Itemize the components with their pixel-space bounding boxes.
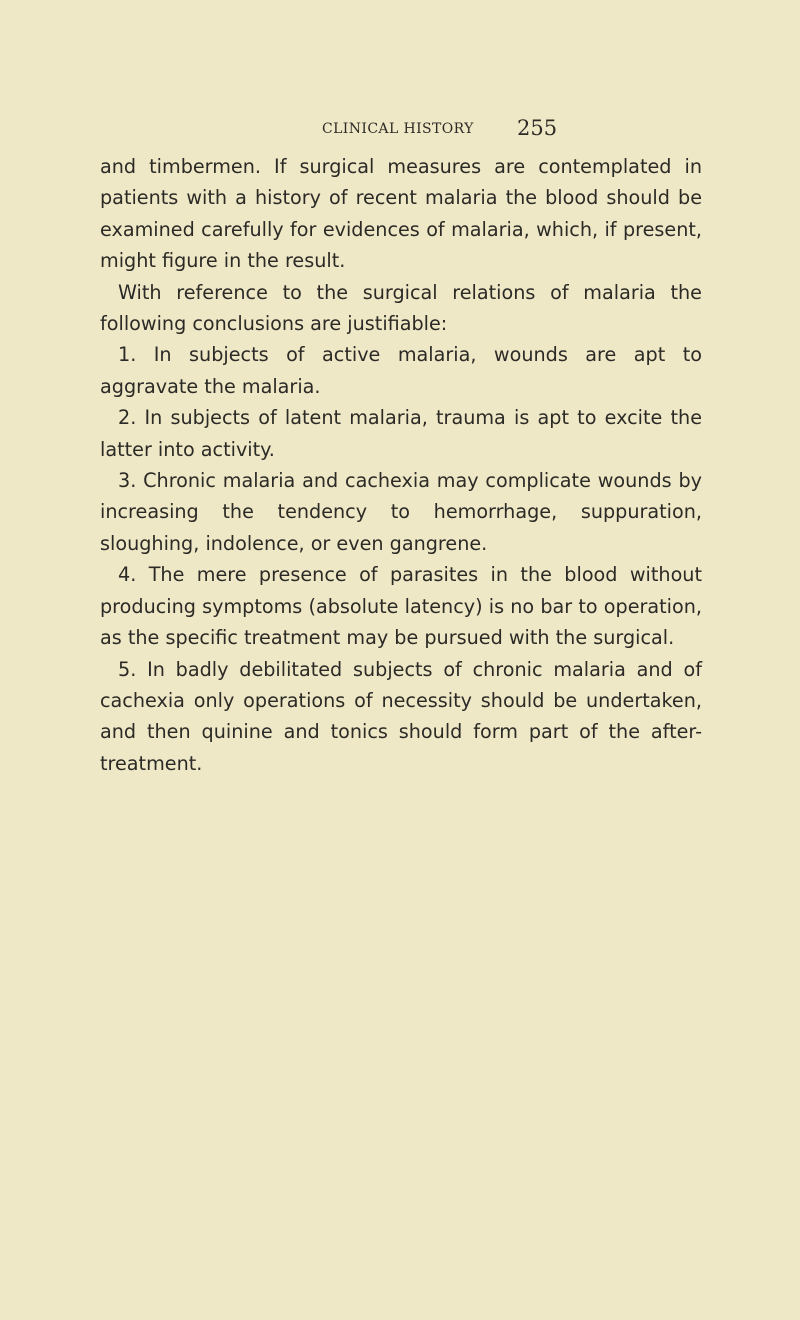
list-item-5: 5. In badly debilitated subjects of chronic malaria and of cachexia only operations of necessity should be undertaken, and then quinine and tonics should form part of the after-treatment. xyxy=(100,657,702,775)
running-head xyxy=(0,116,800,148)
list-item-4: 4. The mere presence of parasites in the blood without producing symptoms (absolute latency) is no bar to operation, as the specific treatment may be pursued with the surgical. xyxy=(100,563,702,650)
list-item-1: 1. In subjects of active malaria, wounds are apt to aggravate the malaria. xyxy=(100,343,702,398)
page-number: 255 xyxy=(517,116,558,140)
list-item-2: 2. In subjects of latent malaria, trauma is apt to excite the latter into activity. xyxy=(100,406,702,461)
paragraph-continuation: and timbermen. If surgical measures are contemplated in patients with a history of recent malaria the blood should be examined carefully for evidences of malaria, which, if present, might figure in the result. xyxy=(100,155,702,273)
list-item-3: 3. Chronic malaria and cachexia may complicate wounds by increasing the tendency to hemorrhage, suppuration, sloughing, indolence, or even gangrene. xyxy=(100,469,702,555)
paragraph-intro: With reference to the surgical relations of malaria the following conclusions are justifiable: xyxy=(100,280,702,336)
body-text xyxy=(100,151,702,779)
header-title: CLINICAL HISTORY xyxy=(322,121,474,137)
